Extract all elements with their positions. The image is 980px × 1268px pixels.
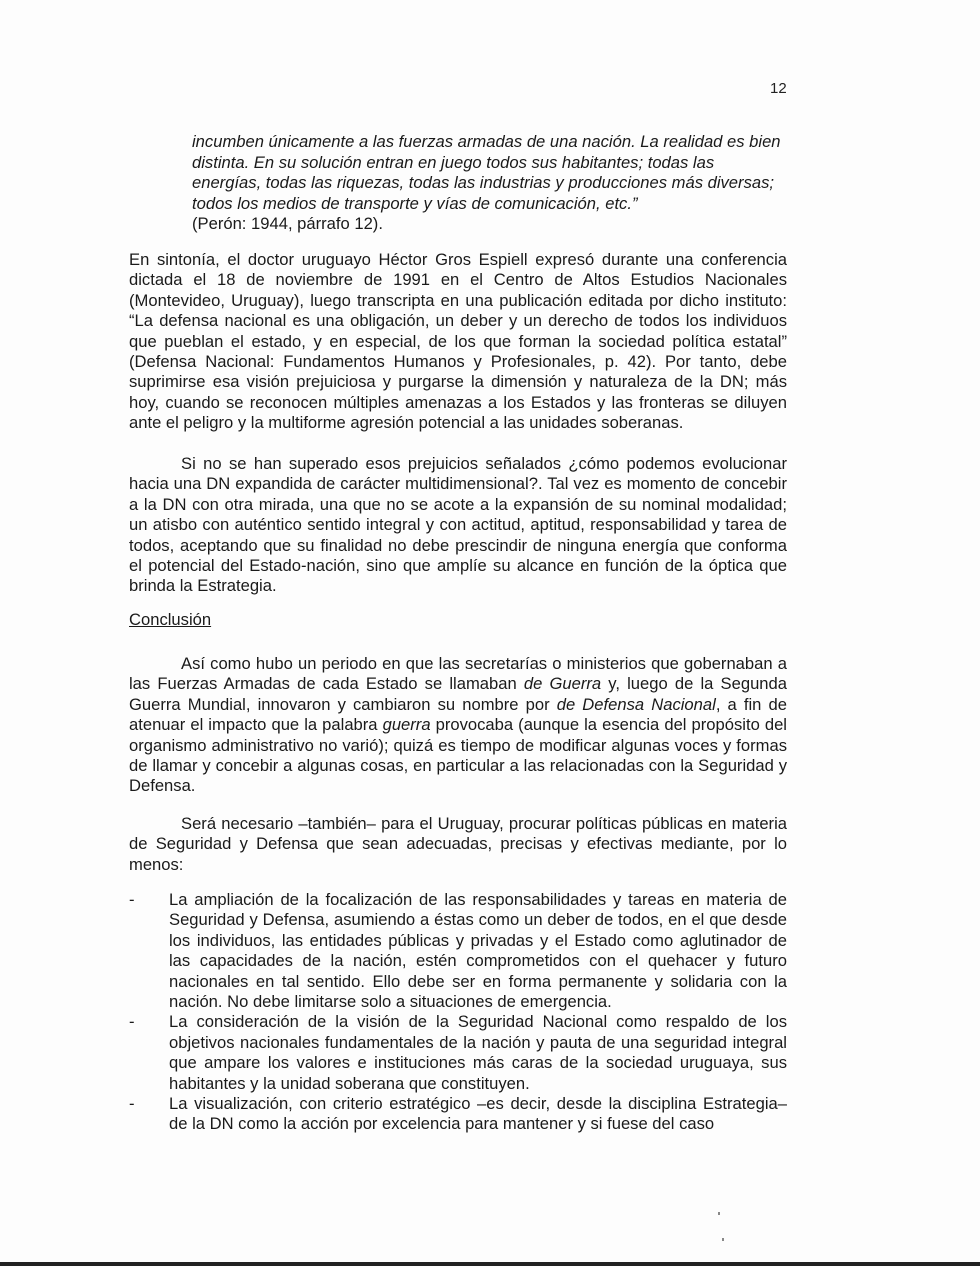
list-item — [129, 1094, 787, 1135]
emphasis-defensa-nacional: de Defensa Nacional — [556, 694, 716, 714]
paragraph-gros-espiell: En sintonía, el doctor uruguayo Héctor Gros Espiell expresó durante una conferencia dictada el 18 de noviembre de 1991 en el Centro de Altos Estudios Nacionales (Montevideo, Uruguay), luego transcripta en una publicación editada por dicho instituto: “La defensa nacional es una obligación, un deber y un derecho de todos los individuos que pueblan el estado, y en especial, de los que forman la sociedad política estatal” (Defensa Nacional: Fundamentos Humanos y Profesionales, p. 42). Por tanto, debe suprimirse esa visión prejuiciosa y purgarse la dimensión y naturaleza de la DN; más hoy, cuando se reconocen múltiples amenazas a los Estados y las fronteras se diluyen ante el peligro y la multiforme agresión potencial a las unidades soberanas. — [129, 250, 787, 433]
paragraph-conclusion-part2: y, luego de la Segunda Guerra Mundial, innovaron y cambiaron su nombre por — [129, 674, 787, 714]
list-item — [129, 1012, 787, 1094]
emphasis-guerra: guerra — [382, 715, 431, 735]
list-item — [129, 890, 787, 1012]
dash-bullet: - — [129, 1094, 135, 1114]
emphasis-de-guerra: de Guerra — [523, 674, 602, 694]
list-item-text: La consideración de la visión de la Seguridad Nacional como respaldo de los objetivos nacionales fundamentales de la nación y pauta de una seguridad integral que ampare los valores e instituciones más caras de la sociedad uruguaya, sus habitantes y la unidad soberana que constituyen. — [169, 1012, 787, 1093]
block-quote — [192, 132, 784, 235]
list-item-text: La ampliación de la focalización de las responsabilidades y tareas en materia de Seguridad y Defensa, asumiendo a éstas como un deber de todos, en el que desde los individuos, las entidades públicas y privadas y el Estado como aglutinador de las capacidades de la nación, estén comprometidos con el quehacer y futuro nacionales en tal sentido. Ello debe ser en forma permanente y solidaria con la nación. No debe limitarse solo a situaciones de emergencia. — [169, 890, 787, 1012]
page-number: 12 — [770, 80, 787, 97]
paragraph-conclusion-part3: , a fin de atenuar el impacto que la palabra — [129, 694, 787, 735]
paragraph-conclusion-part4: provocaba (aunque la esencia del propósito del organismo administrativo no varió); quizá es tiempo de modificar algunas voces y formas de llamar y concebir a algunas cosas, en particular a las relacionadas con la Seguridad y Defensa. — [129, 715, 787, 796]
quote-text: incumben únicamente a las fuerzas armadas de una nación. La realidad es bien distinta. En su solución entran en juego todos sus habitantes; todas las energías, todas las riquezas, todas las industrias y producciones más diversas; todos los medios de transporte y vías de comunicación, etc.” — [192, 132, 781, 213]
scan-speck — [718, 1212, 720, 1215]
recommendations-list — [129, 890, 787, 1135]
list-item-text: La visualización, con criterio estratégico –es decir, desde la disciplina Estrategia– de la DN como la acción por excelencia para mantener y si fuese del caso — [169, 1094, 787, 1134]
quote-citation: (Perón: 1944, párrafo 12). — [192, 214, 383, 234]
conclusion-heading: Conclusión — [129, 610, 212, 629]
dash-bullet: - — [129, 890, 135, 909]
scan-edge-line — [0, 1262, 980, 1266]
scan-speck — [722, 1238, 724, 1241]
dash-bullet: - — [129, 1012, 135, 1032]
paragraph-conclusion-part1: Así como hubo un periodo en que las secretarías o ministerios que gobernaban a las Fuerzas Armadas de cada Estado se llamaban — [129, 654, 787, 694]
paragraph-dn-expandida: Si no se han superado esos prejuicios señalados ¿cómo podemos evolucionar hacia una DN expandida de carácter multidimensional?. Tal vez es momento de concebir a la DN con otra mirada, una que no se acote a la expansión de su nominal modalidad; un atisbo con auténtico sentido integral y con actitud, aptitud, responsabilidad y tarea de todos, aceptando que su finalidad no debe prescindir de ninguna energía que conforma el potencial del Estado-nación, sino que amplíe su alcance en función de la óptica que brinda la Estrategia. — [129, 454, 787, 596]
paragraph-politicas-publicas: Será necesario –también– para el Uruguay, procurar políticas públicas en materia de Seguridad y Defensa que sean adecuadas, precisas y efectivas mediante, por lo menos: — [129, 814, 787, 874]
paragraph-conclusion — [129, 654, 787, 797]
